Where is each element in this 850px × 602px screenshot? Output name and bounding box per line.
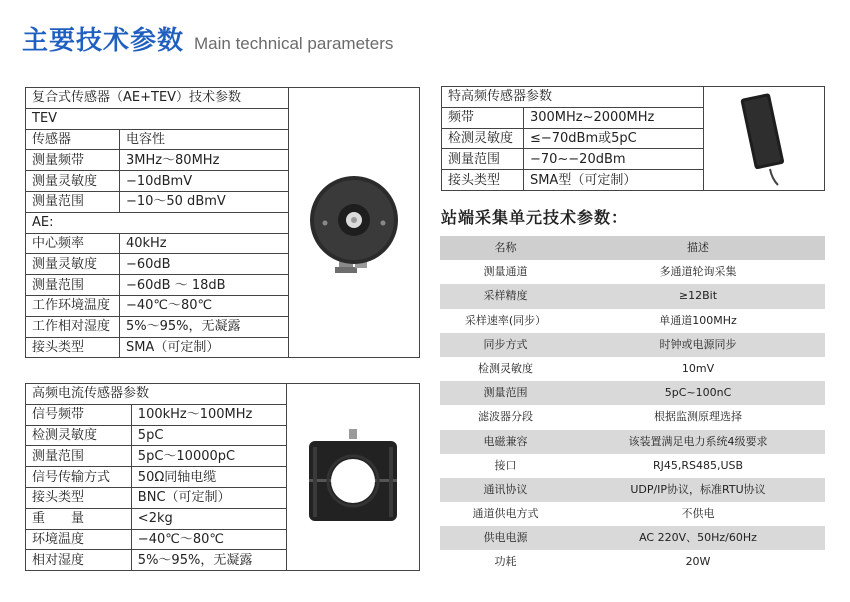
row-label: 测量通道 — [483, 265, 528, 279]
row-value: −60dB — [119, 254, 288, 275]
table-row — [440, 430, 825, 454]
collector-header-row — [440, 236, 825, 260]
table-row — [440, 309, 825, 333]
row-label: 接口 — [494, 458, 517, 472]
row-label: 测量范围 — [26, 446, 132, 467]
composite-sensor-table — [25, 87, 420, 358]
row-value: −70~−20dBm — [523, 149, 703, 170]
row-label: 相对湿度 — [26, 550, 132, 571]
page-header — [22, 20, 393, 56]
row-value: 50Ω同轴电缆 — [131, 467, 287, 488]
row-value: RJ45,RS485,USB — [652, 458, 744, 472]
row-value: 根据监测原理选择 — [654, 410, 742, 424]
row-value: UDP/IP协议，标准RTU协议 — [630, 482, 766, 496]
row-value: <2kg — [131, 508, 287, 529]
row-label: 通讯协议 — [483, 482, 528, 496]
row-label: 接头类型 — [26, 487, 132, 508]
table-row — [440, 502, 825, 526]
header-name: 名称 — [494, 241, 517, 254]
row-label: 环境温度 — [26, 529, 132, 550]
uhf-sensor-title: 特高频传感器参数 — [442, 87, 704, 108]
row-value: 3MHz～80MHz — [119, 150, 288, 171]
hf-current-sensor-table — [25, 383, 420, 571]
row-value: 多通道轮询采集 — [659, 265, 737, 279]
row-value: 5pC~100nC — [664, 386, 732, 400]
row-label: 测量范围 — [26, 275, 120, 296]
row-label: 电磁兼容 — [483, 434, 528, 448]
row-label: 测量频带 — [26, 150, 120, 171]
row-label: 功耗 — [494, 555, 517, 569]
row-value: 300MHz~2000MHz — [523, 107, 703, 128]
table-row — [440, 550, 825, 574]
row-label: 中心频率 — [26, 233, 120, 254]
row-value: ≥12Bit — [678, 289, 718, 303]
row-label: 传感器 — [26, 129, 120, 150]
row-label: 采样精度 — [483, 289, 528, 303]
row-label: 滤波器分段 — [478, 410, 533, 424]
row-value: 5%～95%，无凝露 — [131, 550, 287, 571]
table-row — [440, 454, 825, 478]
row-value: 20W — [685, 555, 711, 569]
uhf-sensor-table — [441, 86, 825, 191]
table-row — [440, 260, 825, 284]
collector-table — [440, 236, 825, 575]
header-description: 描述 — [687, 241, 709, 254]
row-label: 检测灵敏度 — [478, 361, 533, 375]
table-row — [440, 405, 825, 429]
tev-label: TEV — [26, 108, 289, 129]
uhf-sensor-image — [703, 87, 824, 191]
row-value: 电容性 — [119, 129, 288, 150]
table-row — [440, 381, 825, 405]
row-value: 不供电 — [681, 507, 715, 521]
composite-sensor-title: 复合式传感器（AE+TEV）技术参数 — [26, 88, 289, 109]
row-label: 测量灵敏度 — [26, 254, 120, 275]
row-value: 5%～95%，无凝露 — [119, 316, 288, 337]
page-title-en: Main technical parameters — [194, 34, 394, 53]
hf-current-sensor-icon — [303, 427, 403, 527]
collector-section-title: 站端采集单元技术参数： — [441, 208, 629, 227]
hf-current-sensor-title: 高频电流传感器参数 — [26, 384, 287, 405]
row-value: 时钟或电源同步 — [659, 337, 737, 351]
row-value: 该装置满足电力系统4级要求 — [628, 434, 768, 448]
row-value: 单通道100MHz — [659, 313, 737, 327]
row-label: 采样速率(同步） — [464, 313, 547, 327]
row-label: 重 量 — [26, 508, 132, 529]
table-row — [440, 357, 825, 381]
row-label: 测量范围 — [442, 149, 524, 170]
row-value: AC 220V、50Hz/60Hz — [639, 531, 757, 545]
row-label: 信号传输方式 — [26, 467, 132, 488]
row-value: 5pC～10000pC — [131, 446, 287, 467]
row-value: 100kHz～100MHz — [131, 404, 287, 425]
row-value: −40℃～80℃ — [131, 529, 287, 550]
row-value: −60dB ～ 18dB — [119, 275, 288, 296]
row-label: 通道供电方式 — [472, 507, 539, 521]
uhf-sensor-icon — [734, 89, 794, 187]
row-label: 测量灵敏度 — [26, 171, 120, 192]
row-label: 频带 — [442, 107, 524, 128]
row-value: −40℃～80℃ — [119, 295, 288, 316]
row-value: −10dBmV — [119, 171, 288, 192]
row-label: 检测灵敏度 — [442, 128, 524, 149]
row-value: SMA（可定制） — [119, 337, 288, 358]
row-value: 10mV — [681, 361, 715, 375]
row-label: 工作相对湿度 — [26, 316, 120, 337]
row-label: 测量范围 — [26, 191, 120, 212]
row-label: 接头类型 — [26, 337, 120, 358]
row-label: 信号频带 — [26, 404, 132, 425]
row-label: 测量范围 — [483, 386, 528, 400]
row-value: 5pC — [131, 425, 287, 446]
row-value: ≤−70dBm或5pC — [523, 128, 703, 149]
row-value: 40kHz — [119, 233, 288, 254]
row-label: 检测灵敏度 — [26, 425, 132, 446]
hf-current-sensor-image — [287, 384, 420, 571]
row-value: BNC（可定制） — [131, 487, 287, 508]
table-row — [440, 526, 825, 550]
row-label: 工作环境温度 — [26, 295, 120, 316]
composite-sensor-icon — [299, 168, 409, 278]
ae-label: AE: — [26, 212, 289, 233]
row-label: 同步方式 — [483, 337, 528, 351]
composite-sensor-image — [289, 88, 420, 358]
table-row — [440, 284, 825, 308]
table-row — [440, 333, 825, 357]
row-label: 供电电源 — [483, 531, 528, 545]
page-title-cn: 主要技术参数 — [22, 26, 185, 56]
row-value: SMA型（可定制） — [523, 170, 703, 191]
row-label: 接头类型 — [442, 170, 524, 191]
table-row — [440, 478, 825, 502]
row-value: −10～50 dBmV — [119, 191, 288, 212]
